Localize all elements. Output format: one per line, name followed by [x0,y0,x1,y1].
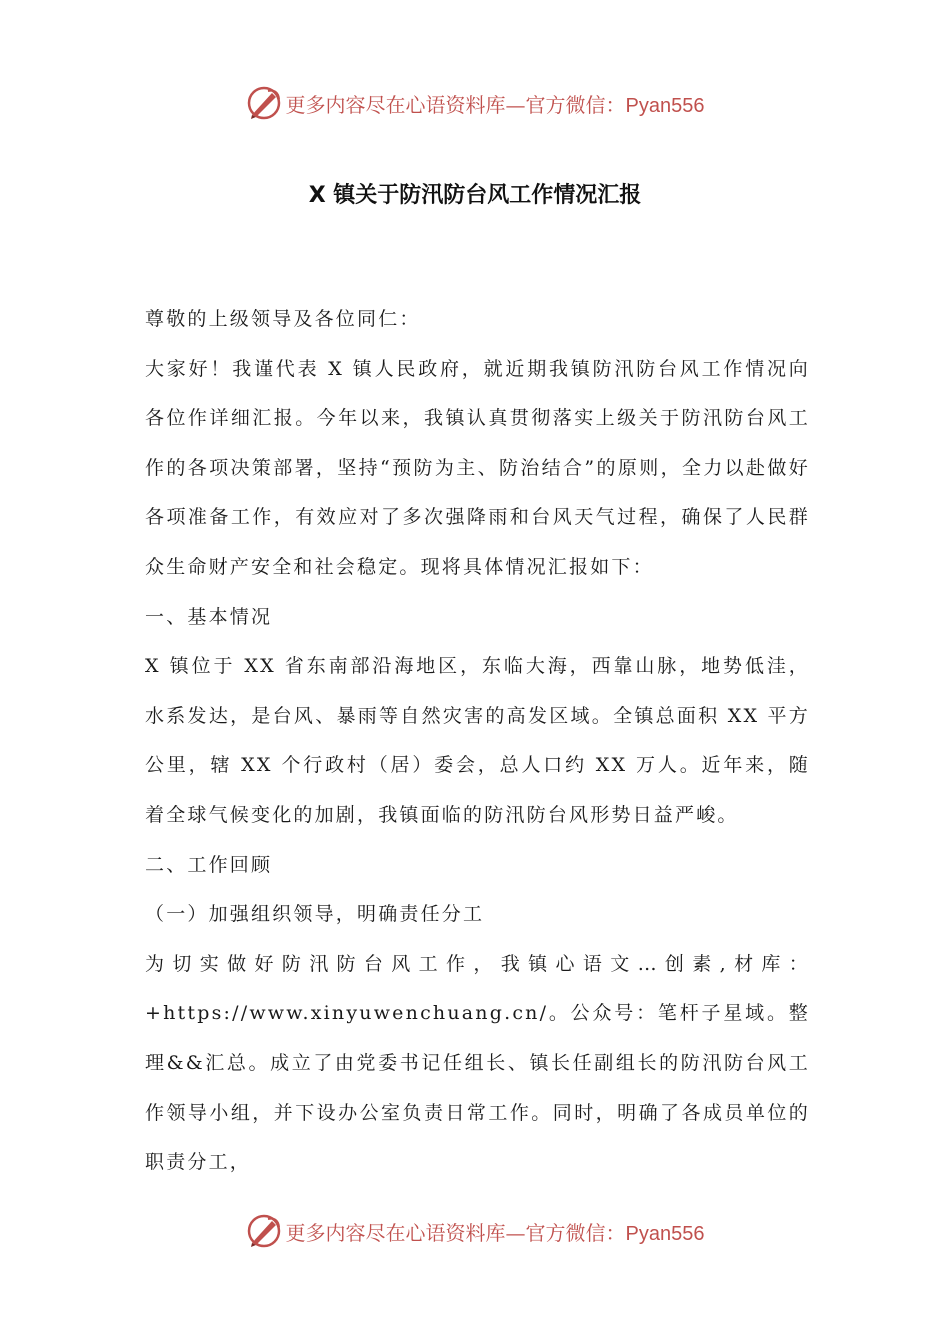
banner-wechat-label: 官方微信： [525,1220,626,1245]
banner-dash: — [505,92,526,117]
header-banner [0,78,950,128]
document-body [145,295,810,1188]
intro-paragraph: 大家好！我谨代表 X 镇人民政府，就近期我镇防汛防台风工作情况向各位作详细汇报。今年以来，我镇认真贯彻落实上级关于防汛防台风工作的各项决策部署，坚持“预防为主、防治结合”的原则，全力以赴做好各项准备工作，有效应对了多次强降雨和台风天气过程，确保了人民群众生命财产安全和社会稳定。现将具体情况汇报如下： [145,357,810,578]
basic-situation-paragraph: X 镇位于 XX 省东南部沿海地区，东临大海，西靠山脉，地势低洼，水系发达，是台风、暴雨等自然灾害的高发区域。全镇总面积 XX 平方公里，辖 XX 个行政村（居）委会，总人口约 XX 万人。近年来，随着全球气候变化的加剧，我镇面临的防汛防台风形势日益严峻。 [145,655,810,826]
banner-dash: — [505,1220,526,1245]
banner-wechat-label: 官方微信： [525,92,626,117]
organization-paragraph: 为切实做好防汛防台风工作，我镇心语文…创素,材库：+https://www.xinyuwenchuang.cn/。公众号：笔杆子星域。整理&&汇总。成立了由党委书记任组长、镇长任副组长的防汛防台风工作领导小组，并下设办公室负责日常工作。同时，明确了各成员单位的职责分工， [145,952,810,1174]
footer-banner-text [286,1217,705,1246]
header-banner-text [286,89,705,118]
subsection-heading-1: （一）加强组织领导，明确责任分工 [145,903,485,926]
banner-wechat-id: Pyan556 [625,94,705,117]
section-heading-basic: 一、基本情况 [145,605,273,628]
document-title: X 镇关于防汛防台风工作情况汇报 [308,183,642,208]
footer-banner [0,1206,950,1256]
salutation: 尊敬的上级领导及各位同仁： [145,308,421,330]
banner-slogan: 更多内容尽在心语资料库 [285,1220,506,1245]
banner-wechat-id: Pyan556 [625,1222,705,1245]
section-heading-review: 二、工作回顾 [145,853,273,876]
banner-slogan: 更多内容尽在心语资料库 [285,92,506,117]
pen-logo-icon [246,1213,282,1249]
pen-logo-icon [246,85,282,121]
